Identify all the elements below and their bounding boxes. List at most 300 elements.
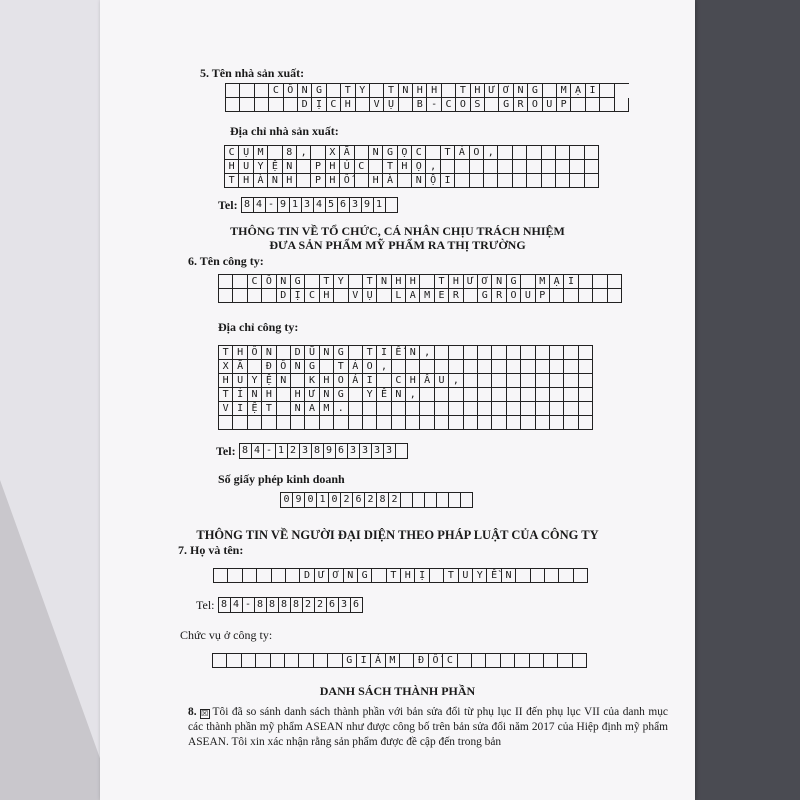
grid-cell: P bbox=[557, 98, 571, 112]
company-address-label: Địa chỉ công ty: bbox=[218, 320, 299, 334]
grid-cell bbox=[327, 84, 341, 98]
grid-cell: Y bbox=[334, 275, 348, 289]
grid-cell bbox=[420, 388, 434, 402]
grid-cell bbox=[579, 360, 593, 374]
grid-cell: Đ bbox=[414, 654, 428, 668]
digit-cell: 2 bbox=[288, 444, 300, 458]
grid-cell bbox=[608, 289, 622, 303]
grid-cell: G bbox=[358, 569, 372, 583]
grid-cell bbox=[240, 98, 254, 112]
digit-cell: 2 bbox=[389, 493, 401, 507]
digit-cell: 8 bbox=[219, 598, 231, 612]
grid-cell: U bbox=[239, 160, 253, 174]
grid-cell bbox=[531, 569, 545, 583]
grid-cell: N bbox=[320, 346, 334, 360]
grid-cell bbox=[435, 346, 449, 360]
grid-cell: T bbox=[456, 84, 470, 98]
grid-cell bbox=[286, 569, 300, 583]
grid-cell bbox=[521, 346, 535, 360]
grid-cell: N bbox=[277, 374, 291, 388]
grid-cell: S bbox=[471, 98, 485, 112]
grid-cell: Ô bbox=[248, 346, 262, 360]
grid-cell: Ị bbox=[312, 98, 326, 112]
grid-cell: N bbox=[399, 84, 413, 98]
grid-cell bbox=[449, 360, 463, 374]
grid-cell bbox=[349, 346, 363, 360]
grid-cell: N bbox=[268, 174, 282, 188]
grid-cell: Ề bbox=[487, 569, 501, 583]
grid-cell bbox=[291, 416, 305, 430]
grid-cell bbox=[593, 275, 607, 289]
grid-cell bbox=[248, 416, 262, 430]
grid-cell bbox=[311, 146, 325, 160]
representative-tel bbox=[196, 597, 363, 613]
grid-cell bbox=[248, 360, 262, 374]
digit-cell: 3 bbox=[384, 444, 396, 458]
grid-cell: K bbox=[305, 374, 319, 388]
grid-cell bbox=[320, 416, 334, 430]
grid-cell: N bbox=[412, 174, 426, 188]
grid-cell bbox=[305, 275, 319, 289]
grid-row bbox=[225, 160, 599, 174]
grid-cell: Ư bbox=[315, 569, 329, 583]
grid-cell bbox=[492, 416, 506, 430]
grid-cell: I bbox=[564, 275, 578, 289]
grid-cell: G bbox=[499, 98, 513, 112]
grid-cell: H bbox=[219, 374, 233, 388]
grid-cell bbox=[545, 569, 559, 583]
manufacturer-address-label: Địa chỉ nhà sản xuất: bbox=[230, 124, 339, 138]
grid-cell bbox=[585, 174, 599, 188]
grid-cell bbox=[492, 360, 506, 374]
tel-label: Tel: bbox=[218, 197, 238, 212]
grid-cell bbox=[334, 416, 348, 430]
representative-tel-box bbox=[218, 597, 363, 613]
section8-text: Tôi đã so sánh danh sách thành phần với bản sửa đổi từ phụ lục II đến phụ lục VII của danh mục các thành phần mỹ phẩm ASEAN như được công bố trên bản sửa đổi năm 2017 của Hiệp định mỹ phẩm ASEAN. Tôi xin xác nhận rằng sản phẩm được đề cập đến trong bản bbox=[188, 706, 668, 748]
grid-cell bbox=[516, 569, 530, 583]
grid-cell: C bbox=[442, 98, 456, 112]
grid-cell bbox=[507, 360, 521, 374]
grid-cell bbox=[363, 416, 377, 430]
grid-cell: D bbox=[291, 346, 305, 360]
grid-cell: T bbox=[262, 402, 276, 416]
grid-cell: R bbox=[514, 98, 528, 112]
license-number bbox=[280, 492, 473, 508]
grid-cell: O bbox=[470, 146, 484, 160]
grid-cell: C bbox=[327, 98, 341, 112]
grid-cell bbox=[507, 374, 521, 388]
grid-cell: Ũ bbox=[305, 346, 319, 360]
grid-row bbox=[214, 569, 588, 583]
grid-cell bbox=[377, 402, 391, 416]
grid-cell: D bbox=[300, 569, 314, 583]
grid-cell: G bbox=[291, 275, 305, 289]
grid-cell: Ố bbox=[340, 174, 354, 188]
grid-cell: P bbox=[311, 174, 325, 188]
grid-cell: P bbox=[536, 289, 550, 303]
grid-cell bbox=[320, 360, 334, 374]
grid-cell: Ã bbox=[233, 360, 247, 374]
grid-cell: T bbox=[387, 569, 401, 583]
grid-cell bbox=[349, 388, 363, 402]
grid-cell bbox=[449, 346, 463, 360]
grid-cell bbox=[556, 174, 570, 188]
grid-cell bbox=[564, 402, 578, 416]
grid-cell bbox=[297, 160, 311, 174]
grid-cell bbox=[498, 146, 512, 160]
grid-cell bbox=[521, 374, 535, 388]
digit-cell bbox=[449, 493, 461, 507]
grid-cell bbox=[507, 416, 521, 430]
digit-cell: 0 bbox=[281, 493, 293, 507]
grid-cell bbox=[271, 654, 285, 668]
grid-cell: À bbox=[254, 174, 268, 188]
grid-row bbox=[219, 388, 593, 402]
grid-cell: X bbox=[219, 360, 233, 374]
representative-name-grid bbox=[213, 568, 588, 583]
grid-cell bbox=[449, 416, 463, 430]
grid-cell bbox=[564, 360, 578, 374]
grid-cell bbox=[579, 374, 593, 388]
grid-cell: O bbox=[528, 98, 542, 112]
grid-cell: Ộ bbox=[426, 174, 440, 188]
grid-cell bbox=[213, 654, 227, 668]
grid-cell: T bbox=[435, 275, 449, 289]
digit-cell: 4 bbox=[314, 198, 326, 212]
grid-cell: V bbox=[219, 402, 233, 416]
grid-cell: I bbox=[586, 84, 600, 98]
grid-cell: N bbox=[344, 569, 358, 583]
grid-cell: H bbox=[326, 174, 340, 188]
tel-label: Tel: bbox=[196, 597, 215, 612]
grid-cell: T bbox=[363, 346, 377, 360]
grid-cell bbox=[470, 160, 484, 174]
grid-cell bbox=[435, 402, 449, 416]
license-number-box bbox=[280, 492, 473, 508]
grid-cell: U bbox=[435, 374, 449, 388]
grid-cell bbox=[398, 174, 412, 188]
grid-cell bbox=[536, 416, 550, 430]
grid-cell bbox=[464, 289, 478, 303]
grid-cell: G bbox=[343, 654, 357, 668]
grid-cell: N bbox=[291, 360, 305, 374]
grid-cell: T bbox=[225, 174, 239, 188]
grid-cell bbox=[392, 416, 406, 430]
grid-cell: M bbox=[254, 146, 268, 160]
grid-cell bbox=[269, 98, 283, 112]
digit-cell bbox=[386, 198, 398, 212]
grid-row bbox=[219, 275, 622, 289]
digit-cell: 3 bbox=[339, 598, 351, 612]
grid-cell: Â bbox=[420, 374, 434, 388]
grid-cell: Ố bbox=[429, 654, 443, 668]
digit-cell: 0 bbox=[305, 493, 317, 507]
company-name-grid bbox=[218, 274, 622, 303]
digit-cell: 8 bbox=[240, 444, 252, 458]
grid-cell bbox=[536, 374, 550, 388]
grid-cell: H bbox=[406, 374, 420, 388]
grid-cell: H bbox=[398, 160, 412, 174]
grid-cell bbox=[492, 374, 506, 388]
grid-cell bbox=[470, 174, 484, 188]
grid-cell: T bbox=[341, 84, 355, 98]
grid-cell: N bbox=[262, 346, 276, 360]
grid-row bbox=[226, 84, 629, 98]
manufacturer-tel bbox=[218, 197, 398, 213]
grid-cell bbox=[219, 289, 233, 303]
grid-cell bbox=[285, 654, 299, 668]
grid-cell: T bbox=[383, 160, 397, 174]
grid-cell: G bbox=[528, 84, 542, 98]
grid-cell: M bbox=[386, 654, 400, 668]
grid-cell: Y bbox=[473, 569, 487, 583]
company-tel bbox=[216, 443, 408, 459]
grid-cell bbox=[550, 416, 564, 430]
grid-cell bbox=[262, 289, 276, 303]
grid-row bbox=[219, 360, 593, 374]
grid-row bbox=[219, 289, 622, 303]
grid-cell: N bbox=[277, 275, 291, 289]
grid-cell: Ụ bbox=[239, 146, 253, 160]
grid-cell: Ô bbox=[284, 84, 298, 98]
grid-cell: G bbox=[334, 388, 348, 402]
grid-cell: I bbox=[377, 346, 391, 360]
digit-cell: 8 bbox=[242, 198, 254, 212]
grid-cell: Ơ bbox=[329, 569, 343, 583]
grid-cell: H bbox=[239, 174, 253, 188]
grid-cell: H bbox=[449, 275, 463, 289]
grid-cell bbox=[556, 146, 570, 160]
grid-cell: N bbox=[392, 388, 406, 402]
grid-cell bbox=[527, 174, 541, 188]
grid-cell bbox=[406, 360, 420, 374]
grid-cell: Ả bbox=[349, 360, 363, 374]
digit-cell bbox=[461, 493, 473, 507]
heading-ingredients: DANH SÁCH THÀNH PHẦN bbox=[319, 684, 476, 698]
grid-cell: T bbox=[320, 275, 334, 289]
grid-cell: H bbox=[401, 569, 415, 583]
grid-cell bbox=[478, 416, 492, 430]
grid-cell bbox=[256, 654, 270, 668]
digit-cell: 1 bbox=[317, 493, 329, 507]
grid-cell: , bbox=[449, 374, 463, 388]
grid-cell bbox=[242, 654, 256, 668]
grid-cell bbox=[579, 346, 593, 360]
grid-cell: I bbox=[233, 402, 247, 416]
grid-cell bbox=[536, 360, 550, 374]
grid-cell bbox=[507, 346, 521, 360]
grid-cell bbox=[600, 98, 614, 112]
digit-cell: 6 bbox=[338, 198, 350, 212]
checked-checkbox-icon: ☒ bbox=[200, 709, 209, 718]
grid-cell bbox=[356, 98, 370, 112]
grid-cell bbox=[248, 289, 262, 303]
grid-cell bbox=[507, 402, 521, 416]
grid-cell bbox=[579, 402, 593, 416]
grid-cell bbox=[328, 654, 342, 668]
grid-cell: D bbox=[277, 289, 291, 303]
grid-cell: Ạ bbox=[571, 84, 585, 98]
grid-cell: T bbox=[219, 388, 233, 402]
grid-cell: C bbox=[248, 275, 262, 289]
grid-cell: U bbox=[521, 289, 535, 303]
grid-cell bbox=[214, 569, 228, 583]
grid-cell: , bbox=[420, 346, 434, 360]
digit-cell bbox=[401, 493, 413, 507]
company-tel-box bbox=[239, 443, 408, 459]
section5-label: 5. Tên nhà sản xuất: bbox=[200, 66, 305, 80]
digit-cell: 8 bbox=[255, 598, 267, 612]
grid-cell: Ệ bbox=[262, 374, 276, 388]
grid-cell: H bbox=[406, 275, 420, 289]
grid-cell bbox=[277, 402, 291, 416]
grid-cell: T bbox=[219, 346, 233, 360]
grid-cell bbox=[530, 654, 544, 668]
grid-cell bbox=[349, 275, 363, 289]
grid-cell bbox=[233, 289, 247, 303]
grid-cell bbox=[579, 388, 593, 402]
grid-cell bbox=[536, 402, 550, 416]
grid-cell bbox=[550, 346, 564, 360]
grid-cell: G bbox=[334, 346, 348, 360]
section7-label: 7. Họ và tên: bbox=[178, 543, 244, 557]
grid-cell: C bbox=[412, 146, 426, 160]
grid-cell: Ê bbox=[377, 388, 391, 402]
grid-cell bbox=[585, 160, 599, 174]
grid-cell bbox=[564, 289, 578, 303]
grid-cell: C bbox=[392, 374, 406, 388]
grid-cell bbox=[272, 569, 286, 583]
grid-cell: H bbox=[392, 275, 406, 289]
grid-cell: R bbox=[492, 289, 506, 303]
grid-cell: - bbox=[427, 98, 441, 112]
grid-cell bbox=[464, 402, 478, 416]
grid-cell bbox=[355, 174, 369, 188]
grid-cell bbox=[521, 275, 535, 289]
grid-cell: Y bbox=[356, 84, 370, 98]
grid-cell bbox=[435, 388, 449, 402]
grid-cell bbox=[441, 160, 455, 174]
section6-label: 6. Tên công ty: bbox=[188, 254, 264, 268]
grid-cell bbox=[579, 275, 593, 289]
digit-cell: 8 bbox=[312, 444, 324, 458]
grid-cell: H bbox=[326, 160, 340, 174]
grid-cell: , bbox=[426, 160, 440, 174]
grid-cell bbox=[257, 569, 271, 583]
grid-cell bbox=[550, 360, 564, 374]
license-label: Số giấy phép kinh doanh bbox=[218, 472, 345, 486]
grid-cell: G bbox=[305, 360, 319, 374]
grid-cell bbox=[240, 84, 254, 98]
grid-cell bbox=[349, 416, 363, 430]
grid-cell bbox=[550, 388, 564, 402]
grid-cell bbox=[486, 654, 500, 668]
grid-cell: Ỉ bbox=[233, 388, 247, 402]
digit-cell bbox=[425, 493, 437, 507]
digit-cell: 2 bbox=[341, 493, 353, 507]
grid-cell bbox=[536, 346, 550, 360]
grid-cell bbox=[570, 146, 584, 160]
grid-cell: M bbox=[536, 275, 550, 289]
grid-cell: Ư bbox=[485, 84, 499, 98]
digit-cell bbox=[437, 493, 449, 507]
grid-cell bbox=[501, 654, 515, 668]
grid-cell bbox=[268, 146, 282, 160]
grid-cell: G bbox=[507, 275, 521, 289]
grid-cell: O bbox=[456, 98, 470, 112]
grid-cell bbox=[478, 402, 492, 416]
grid-cell: H bbox=[369, 174, 383, 188]
grid-cell bbox=[355, 146, 369, 160]
grid-cell: N bbox=[514, 84, 528, 98]
grid-cell bbox=[227, 654, 241, 668]
grid-cell: Ả bbox=[455, 146, 469, 160]
digit-cell: 2 bbox=[303, 598, 315, 612]
grid-cell: P bbox=[311, 160, 325, 174]
grid-cell bbox=[472, 654, 486, 668]
grid-cell bbox=[570, 160, 584, 174]
digit-cell: 9 bbox=[293, 493, 305, 507]
grid-cell: N bbox=[320, 388, 334, 402]
digit-cell: 1 bbox=[276, 444, 288, 458]
grid-cell bbox=[564, 388, 578, 402]
grid-cell: Y bbox=[248, 374, 262, 388]
digit-cell: 9 bbox=[278, 198, 290, 212]
digit-cell: 6 bbox=[327, 598, 339, 612]
grid-cell: C bbox=[443, 654, 457, 668]
grid-cell bbox=[521, 360, 535, 374]
grid-cell: U bbox=[459, 569, 473, 583]
grid-cell: G bbox=[478, 289, 492, 303]
grid-cell bbox=[513, 174, 527, 188]
grid-cell: A bbox=[406, 289, 420, 303]
grid-cell: H bbox=[233, 346, 247, 360]
grid-cell bbox=[228, 569, 242, 583]
grid-cell: H bbox=[413, 84, 427, 98]
grid-cell: 8 bbox=[283, 146, 297, 160]
grid-cell bbox=[377, 374, 391, 388]
grid-cell bbox=[455, 160, 469, 174]
digit-cell: 2 bbox=[365, 493, 377, 507]
section8-paragraph bbox=[188, 705, 668, 750]
grid-cell bbox=[573, 654, 587, 668]
grid-cell: H bbox=[262, 388, 276, 402]
grid-cell bbox=[277, 346, 291, 360]
digit-cell: 8 bbox=[291, 598, 303, 612]
grid-cell bbox=[464, 416, 478, 430]
grid-cell: Ư bbox=[305, 388, 319, 402]
grid-cell bbox=[349, 402, 363, 416]
grid-cell: Ô bbox=[262, 275, 276, 289]
loose-sheet bbox=[0, 0, 115, 800]
grid-cell: T bbox=[441, 146, 455, 160]
grid-cell: E bbox=[435, 289, 449, 303]
grid-cell bbox=[571, 98, 585, 112]
grid-cell: H bbox=[427, 84, 441, 98]
grid-cell bbox=[492, 402, 506, 416]
digit-cell: 1 bbox=[290, 198, 302, 212]
grid-cell: R bbox=[449, 289, 463, 303]
grid-cell bbox=[442, 84, 456, 98]
grid-cell: Ư bbox=[464, 275, 478, 289]
digit-cell: 4 bbox=[231, 598, 243, 612]
grid-cell: M bbox=[420, 289, 434, 303]
grid-row bbox=[225, 174, 599, 188]
grid-cell bbox=[392, 402, 406, 416]
grid-row bbox=[219, 374, 593, 388]
grid-cell bbox=[513, 146, 527, 160]
grid-cell bbox=[243, 569, 257, 583]
